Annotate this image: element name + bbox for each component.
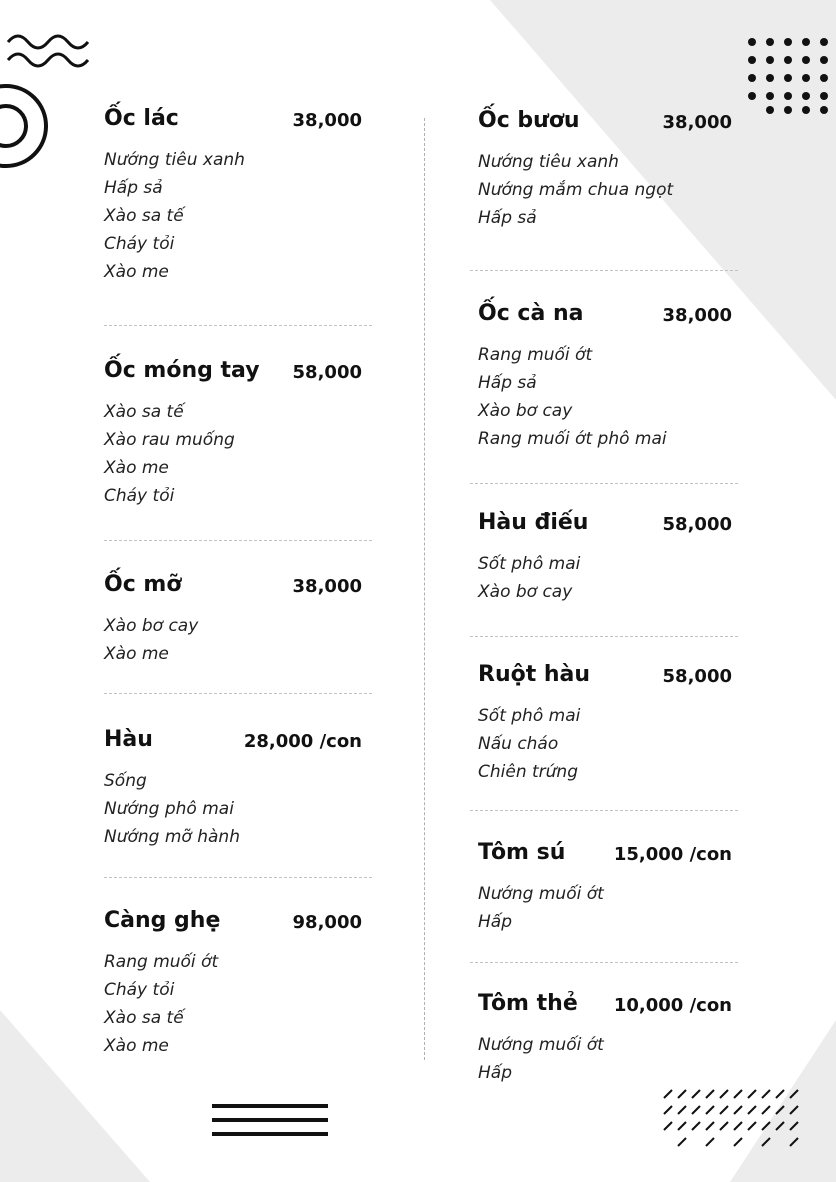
item-option: Hấp sả — [478, 373, 537, 393]
item-option: Nướng tiêu xanh — [104, 150, 245, 170]
item-price: 58,000 — [662, 514, 732, 535]
menu-item-oc-lac — [104, 106, 362, 286]
item-option: Xào me — [104, 644, 169, 664]
item-option: Xào sa tế — [104, 1008, 184, 1028]
item-option: Chiên trứng — [478, 762, 578, 782]
item-option: Sốt phô mai — [478, 706, 581, 726]
item-name: Ốc móng tay — [104, 358, 260, 383]
item-price: 38,000 — [662, 305, 732, 326]
menu-item-oc-buou — [478, 108, 732, 232]
menu-item-hau — [104, 727, 362, 851]
item-option: Rang muối ớt phô mai — [478, 429, 667, 449]
menu-item-oc-mong-tay — [104, 358, 362, 510]
dot-grid-icon — [742, 32, 836, 118]
item-name: Ốc bươu — [478, 108, 580, 133]
item-option: Sốt phô mai — [478, 554, 581, 574]
item-option: Cháy tỏi — [104, 234, 175, 254]
item-name: Tôm thẻ — [478, 991, 578, 1016]
item-price: 38,000 — [292, 110, 362, 131]
item-option: Hấp sả — [104, 178, 163, 198]
item-price: 38,000 — [662, 112, 732, 133]
item-price: 58,000 — [662, 666, 732, 687]
menu-item-oc-ca-na — [478, 301, 732, 453]
item-separator — [470, 962, 738, 963]
item-separator — [104, 693, 372, 694]
menu-item-tom-su — [478, 840, 732, 936]
item-option: Nướng mỡ hành — [104, 827, 240, 847]
item-price: 58,000 — [292, 362, 362, 383]
item-option: Hấp sả — [478, 208, 537, 228]
menu-item-cang-ghe — [104, 908, 362, 1060]
item-option: Xào bơ cay — [478, 401, 573, 421]
item-separator — [470, 270, 738, 271]
item-option: Nướng mắm chua ngọt — [478, 180, 674, 200]
item-option: Xào me — [104, 458, 169, 478]
item-option: Nấu cháo — [478, 734, 559, 754]
item-option: Nướng muối ớt — [478, 884, 604, 904]
item-separator — [104, 540, 372, 541]
item-price: 38,000 — [292, 576, 362, 597]
item-option: Nướng tiêu xanh — [478, 152, 619, 172]
item-name: Ốc lác — [104, 106, 179, 131]
item-option: Hấp — [478, 912, 512, 932]
item-option: Cháy tỏi — [104, 486, 175, 506]
item-name: Ốc cà na — [478, 301, 584, 326]
item-price: 15,000 /con — [613, 844, 732, 865]
item-option: Xào me — [104, 1036, 169, 1056]
item-separator — [104, 325, 372, 326]
item-option: Nướng phô mai — [104, 799, 234, 819]
item-option: Cháy tỏi — [104, 980, 175, 1000]
item-name: Hàu — [104, 727, 153, 752]
item-option: Xào me — [104, 262, 169, 282]
column-divider — [424, 118, 425, 1060]
item-separator — [470, 483, 738, 484]
item-option: Xào sa tế — [104, 402, 184, 422]
menu-item-hau-dieu — [478, 510, 732, 606]
menu-item-tom-the — [478, 991, 732, 1087]
item-price: 10,000 /con — [613, 995, 732, 1016]
item-option: Rang muối ớt — [478, 345, 593, 365]
item-name: Ốc mỡ — [104, 572, 182, 597]
item-option: Xào bơ cay — [104, 616, 199, 636]
item-option: Sống — [104, 771, 147, 791]
item-name: Hàu điếu — [478, 510, 589, 535]
wave-lines-icon — [6, 30, 98, 70]
concentric-circles-icon — [0, 84, 56, 170]
item-option: Xào rau muống — [104, 430, 235, 450]
item-price: 98,000 — [292, 912, 362, 933]
item-name: Tôm sú — [478, 840, 566, 865]
item-separator — [104, 877, 372, 878]
item-price: 28,000 /con — [243, 731, 362, 752]
menu-item-ruot-hau — [478, 662, 732, 786]
item-separator — [470, 810, 738, 811]
menu-item-oc-mo — [104, 572, 362, 668]
item-option: Nướng muối ớt — [478, 1035, 604, 1055]
item-name: Ruột hàu — [478, 662, 591, 687]
item-name: Càng ghẹ — [104, 908, 221, 933]
three-lines-icon — [212, 1102, 328, 1142]
item-option: Xào sa tế — [104, 206, 184, 226]
item-option: Rang muối ớt — [104, 952, 219, 972]
item-option: Xào bơ cay — [478, 582, 573, 602]
item-separator — [470, 636, 738, 637]
item-option: Hấp — [478, 1063, 512, 1083]
dash-pattern-icon — [660, 1088, 806, 1148]
